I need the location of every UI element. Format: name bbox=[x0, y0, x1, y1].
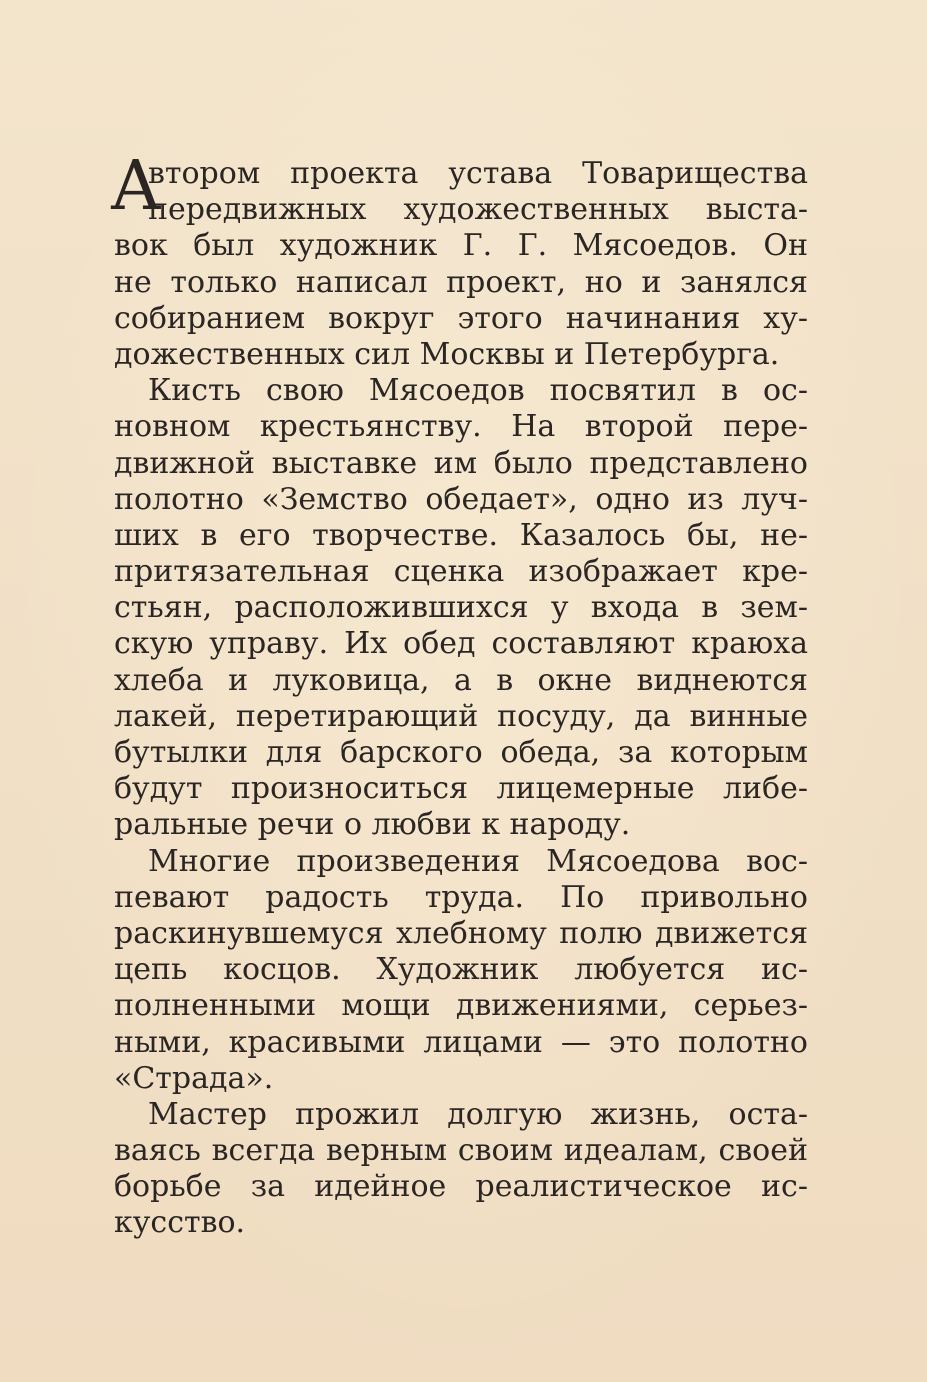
paragraph-2 bbox=[114, 373, 808, 843]
paragraph-1 bbox=[110, 147, 808, 373]
text-line: полненными мощи движениями, серьез- bbox=[114, 988, 808, 1024]
text-line: не только написал проект, но и занялся bbox=[114, 264, 808, 300]
text-line: новном крестьянству. На второй пере- bbox=[114, 409, 808, 445]
text-line: Многие произведения Мясоедова вос- bbox=[148, 843, 808, 879]
text-line: ральные речи о любви к народу. bbox=[114, 807, 631, 843]
paragraph-4 bbox=[114, 1097, 808, 1242]
text-line: Мастер прожил долгую жизнь, оста- bbox=[148, 1096, 808, 1132]
text-line: стьян, расположившихся у входа в зем- bbox=[114, 590, 808, 626]
text-line: полотно «Земство обедает», одно из луч- bbox=[114, 481, 808, 517]
text-line: собиранием вокруг этого начинания ху- bbox=[114, 300, 808, 336]
text-line: ших в его творчестве. Казалось бы, не- bbox=[114, 517, 808, 553]
text-line: цепь косцов. Художник любуется ис- bbox=[114, 952, 808, 988]
text-line: лакей, перетирающий посуду, да винные bbox=[114, 698, 808, 734]
text-line: певают радость труда. По привольно bbox=[114, 879, 808, 915]
text-line: скую управу. Их обед составляют краюха bbox=[114, 626, 808, 662]
text-line: хлеба и луковица, а в окне виднеются bbox=[114, 662, 808, 698]
text-line: ваясь всегда верным своим идеалам, своей bbox=[114, 1133, 808, 1169]
text-line: вок был художник Г. Г. Мясоедов. Он bbox=[114, 228, 808, 264]
text-line: будут произноситься лицемерные либе- bbox=[114, 771, 808, 807]
paragraph-3 bbox=[114, 844, 808, 1097]
text-line: ными, красивыми лицами — это полотно bbox=[114, 1024, 808, 1060]
text-line: раскинувшемуся хлебному полю движется bbox=[114, 915, 808, 951]
text-line: Кисть свою Мясоедов посвятил в ос- bbox=[148, 373, 808, 409]
text-line: передвижных художественных выста- bbox=[148, 192, 808, 228]
body-text bbox=[110, 147, 808, 1242]
text-line: бутылки для барского обеда, за которым bbox=[114, 735, 808, 770]
text-line: «Страда». bbox=[114, 1060, 274, 1096]
text-line: кусство. bbox=[114, 1205, 246, 1241]
drop-cap: А bbox=[110, 147, 162, 226]
text-line: дожественных сил Москвы и Петербурга. bbox=[114, 336, 780, 372]
text-line: движной выставке им было представлено bbox=[114, 445, 808, 481]
text-line: втором проекта устава Товарищества bbox=[148, 156, 808, 191]
text-line: борьбе за идейное реалистическое ис- bbox=[114, 1169, 808, 1205]
text-line: притязательная сценка изображает кре- bbox=[114, 554, 808, 590]
